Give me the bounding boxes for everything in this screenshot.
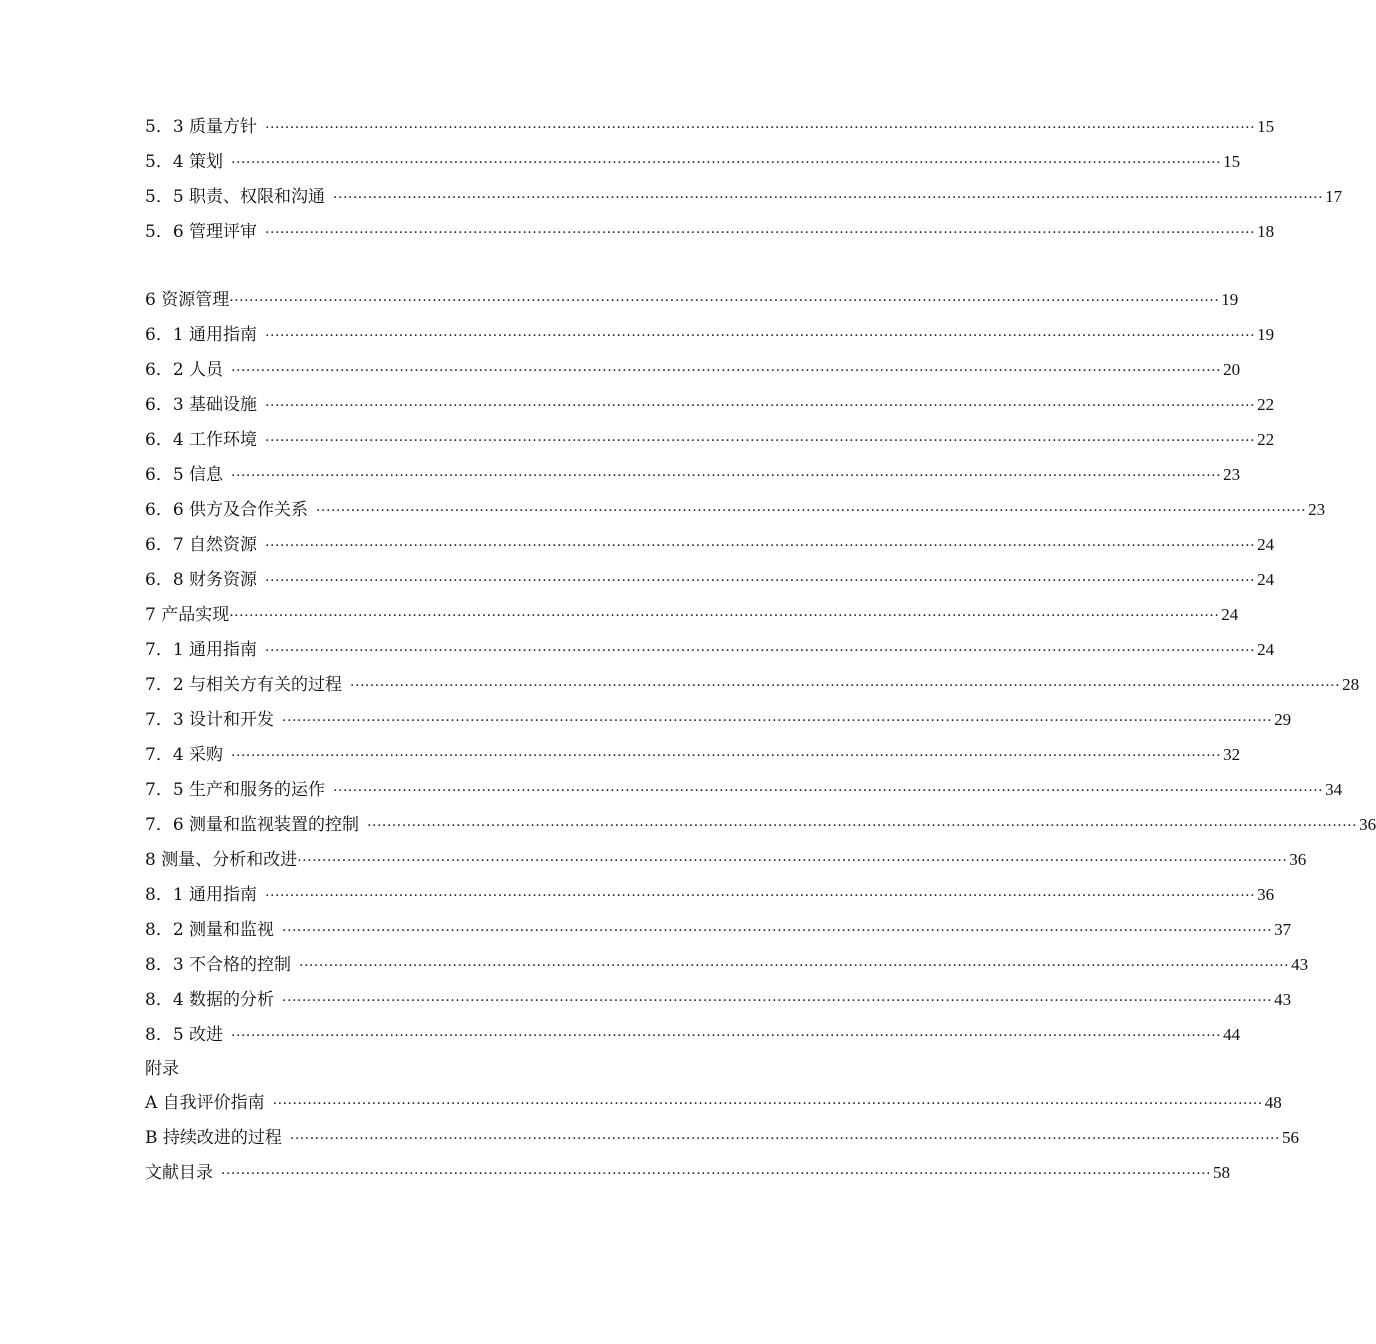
toc-page-number: 24: [1221, 605, 1239, 624]
dot-leader: ········································································································································································································: [265, 888, 1256, 904]
toc-entry: [145, 600, 1239, 630]
toc-label: 8．2 测量和监视: [145, 920, 275, 940]
toc-entry: [145, 670, 1360, 700]
toc-entry: [145, 355, 1241, 385]
toc-page-number: 56: [1281, 1128, 1299, 1147]
toc-label: 8．4 数据的分析: [145, 990, 275, 1010]
dot-leader: ········································································································································································································: [231, 363, 1222, 379]
toc-page-number: 15: [1223, 152, 1241, 171]
toc-page-number: 24: [1257, 570, 1275, 589]
toc-entry: [145, 1088, 1282, 1118]
toc-entry: [145, 217, 1275, 247]
toc-entry: [145, 915, 1292, 945]
toc-entry: [145, 810, 1376, 840]
dot-leader: ········································································································································································································: [265, 398, 1256, 414]
toc-entry: [145, 1020, 1241, 1050]
toc-entry: [145, 845, 1307, 875]
dot-leader: ········································································································································································································: [297, 853, 1288, 869]
toc-page-number: 23: [1308, 500, 1326, 519]
toc-label: 7．2 与相关方有关的过程: [145, 675, 343, 695]
toc-page-number: 48: [1264, 1093, 1282, 1112]
dot-leader: ········································································································································································································: [265, 120, 1256, 136]
toc-page-number: 20: [1223, 360, 1241, 379]
toc-page-number: 19: [1221, 290, 1239, 309]
dot-leader: ········································································································································································································: [265, 538, 1256, 554]
dot-leader: ········································································································································································································: [265, 573, 1256, 589]
toc-label: 附录: [145, 1059, 179, 1079]
toc-label: 6．3 基础设施: [145, 395, 258, 415]
dot-leader: ········································································································································································································: [231, 748, 1222, 764]
toc-label: 6．4 工作环境: [145, 430, 258, 450]
dot-leader: ········································································································································································································: [265, 643, 1256, 659]
toc-label: 6．1 通用指南: [145, 325, 258, 345]
toc-label: 6．5 信息: [145, 465, 224, 485]
toc-page-number: 19: [1257, 325, 1275, 344]
toc-entry: [145, 705, 1292, 735]
toc-entry: [145, 425, 1275, 455]
toc-label: 7．6 测量和监视装置的控制: [145, 815, 360, 835]
dot-leader: ········································································································································································································: [265, 328, 1256, 344]
toc-label: B 持续改进的过程: [145, 1128, 282, 1148]
toc-entry: [145, 390, 1275, 420]
toc-entry: [145, 182, 1343, 212]
toc-label: 6．6 供方及合作关系: [145, 500, 309, 520]
toc-label: 6．8 财务资源: [145, 570, 258, 590]
dot-leader: ········································································································································································································: [221, 1166, 1212, 1182]
dot-leader: ········································································································································································································: [231, 468, 1222, 484]
toc-entry: [145, 460, 1241, 490]
toc-page-number: 24: [1257, 640, 1275, 659]
toc-page-number: 28: [1342, 675, 1360, 694]
dot-leader: ········································································································································································································: [272, 1096, 1263, 1112]
toc-label: 8．3 不合格的控制: [145, 955, 292, 975]
toc-entry: [145, 495, 1326, 525]
toc-label: 8 测量、分析和改进: [145, 850, 298, 870]
dot-leader: ········································································································································································································: [333, 783, 1324, 799]
toc-label: 8．1 通用指南: [145, 885, 258, 905]
dot-leader: ········································································································································································································: [231, 1028, 1222, 1044]
toc-entry: [145, 565, 1275, 595]
toc-entry: [145, 775, 1343, 805]
toc-page-number: 22: [1257, 430, 1275, 449]
toc-page-number: 37: [1274, 920, 1292, 939]
toc-page-number: 24: [1257, 535, 1275, 554]
toc-page-number: 36: [1289, 850, 1307, 869]
toc-label: 7．5 生产和服务的运作: [145, 780, 326, 800]
dot-leader: ········································································································································································································: [367, 818, 1358, 834]
toc-page-number: 22: [1257, 395, 1275, 414]
dot-leader: ········································································································································································································: [229, 293, 1220, 309]
toc-label: 文献目录: [145, 1163, 213, 1183]
toc-page-number: 36: [1359, 815, 1376, 834]
toc-entry: [145, 1158, 1231, 1188]
toc-entry: [145, 740, 1241, 770]
toc-label: 5．5 职责、权限和沟通: [145, 187, 326, 207]
toc-label: 5．3 质量方针: [145, 117, 258, 137]
toc-page-number: 17: [1325, 187, 1343, 206]
toc-page-number: 43: [1274, 990, 1292, 1009]
toc-page-number: 58: [1213, 1163, 1231, 1182]
toc-label: 7．3 设计和开发: [145, 710, 275, 730]
toc-label: 6 资源管理: [145, 290, 230, 310]
toc-entry: [145, 635, 1275, 665]
dot-leader: ········································································································································································································: [265, 225, 1256, 241]
toc-entry: [145, 112, 1275, 142]
toc-entry: [145, 320, 1275, 350]
toc-entry: [145, 530, 1275, 560]
toc-label: 7．4 采购: [145, 745, 224, 765]
toc-entry: [145, 880, 1275, 910]
toc-label: 6．7 自然资源: [145, 535, 258, 555]
toc-page-number: 34: [1325, 780, 1343, 799]
dot-leader: ········································································································································································································: [333, 190, 1324, 206]
dot-leader: ········································································································································································································: [265, 433, 1256, 449]
toc-page-number: 32: [1223, 745, 1241, 764]
toc-appendix-heading: [145, 1054, 775, 1084]
dot-leader: ········································································································································································································: [282, 993, 1273, 1009]
dot-leader: ········································································································································································································: [289, 1131, 1280, 1147]
toc-label: A 自我评价指南: [145, 1093, 265, 1113]
toc-page-number: 43: [1291, 955, 1309, 974]
toc-label: 5．6 管理评审: [145, 222, 258, 242]
dot-leader: ········································································································································································································: [299, 958, 1290, 974]
dot-leader: ········································································································································································································: [282, 923, 1273, 939]
toc-page-number: 36: [1257, 885, 1275, 904]
dot-leader: ········································································································································································································: [316, 503, 1307, 519]
toc-entry: [145, 1123, 1299, 1153]
dot-leader: ········································································································································································································: [231, 155, 1222, 171]
toc-page-number: 29: [1274, 710, 1292, 729]
dot-leader: ········································································································································································································: [229, 608, 1220, 624]
toc-label: 7 产品实现: [145, 605, 230, 625]
toc-label: 6．2 人员: [145, 360, 224, 380]
toc-entry: [145, 147, 1241, 177]
toc-entry: [145, 985, 1292, 1015]
toc-entry: [145, 285, 1239, 315]
toc-label: 5．4 策划: [145, 152, 224, 172]
toc-entry: [145, 950, 1309, 980]
dot-leader: ········································································································································································································: [282, 713, 1273, 729]
dot-leader: ········································································································································································································: [350, 678, 1341, 694]
toc-page-number: 44: [1223, 1025, 1241, 1044]
toc-page-number: 23: [1223, 465, 1241, 484]
toc-label: 8．5 改进: [145, 1025, 224, 1045]
toc-page-number: 18: [1257, 222, 1275, 241]
toc-page-number: 15: [1257, 117, 1275, 136]
toc-label: 7．1 通用指南: [145, 640, 258, 660]
